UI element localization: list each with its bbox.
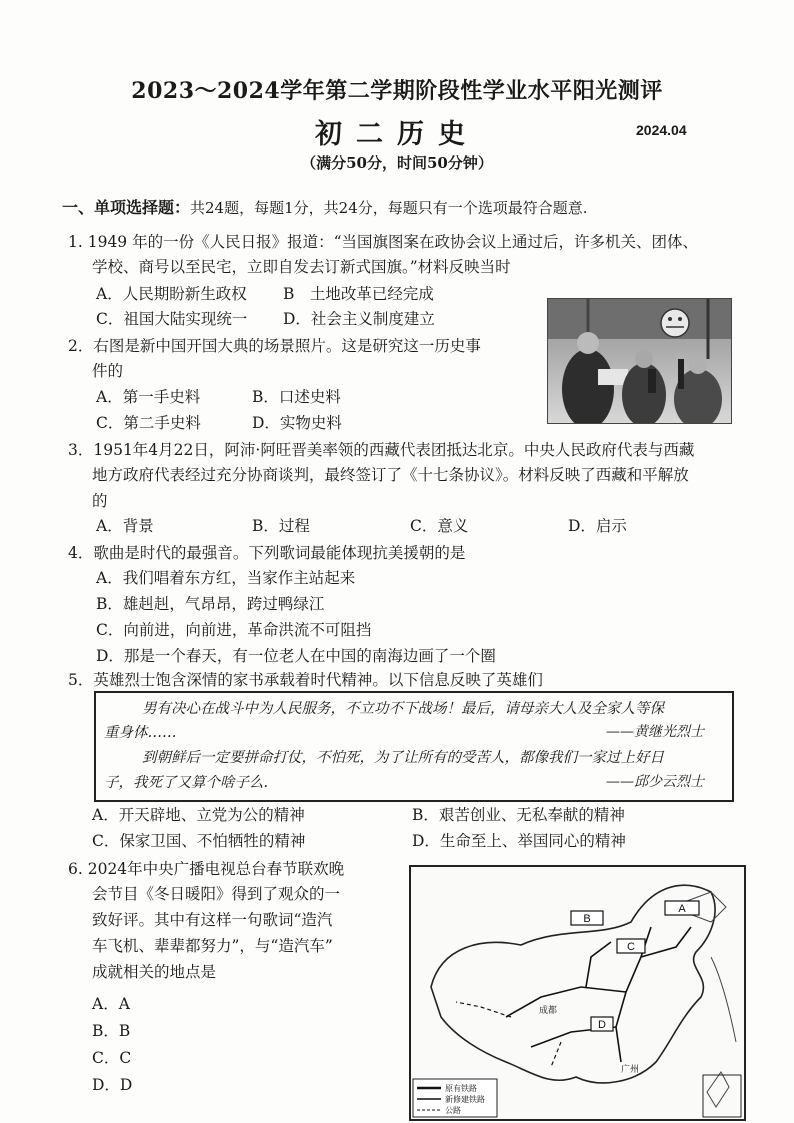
question-2-option-c[interactable]: C．第二手史料 — [96, 414, 201, 432]
founding-ceremony-photo — [547, 298, 732, 424]
question-3-option-d[interactable]: D．启示 — [568, 517, 627, 535]
question-5-line-1: 5．英雄烈士饱含深情的家书承载着时代精神。以下信息反映了英雄们 — [68, 671, 543, 689]
photo-image — [548, 299, 731, 423]
question-2-option-d[interactable]: D．实物史料 — [252, 414, 342, 432]
question-5-option-b[interactable]: B．艰苦创业、无私奉献的精神 — [412, 806, 625, 824]
map-label-chengdu: 成都 — [539, 1006, 558, 1016]
quote-signature-2: ——邱少云烈士 — [606, 774, 704, 790]
score-info: （满分50分，时间50分钟） — [301, 154, 493, 172]
question-6-line-5: 成就相关的地点是 — [92, 963, 217, 981]
exam-date: 2024.04 — [636, 122, 687, 138]
section-instructions: 共24题，每题1分，共24分，每题只有一个选项最符合题意. — [190, 199, 588, 217]
question-6-line-1: 6. 2024年中央广播电视总台春节联欢晚 — [68, 860, 345, 878]
question-2-option-a[interactable]: A．第一手史料 — [96, 388, 201, 406]
legend-road: 公路 — [445, 1106, 461, 1115]
question-3-line-1: 3．1951年4月22日，阿沛·阿旺晋美率领的西藏代表团抵达北京。中央人民政府代表与西藏 — [68, 441, 695, 459]
question-4-option-c[interactable]: C．向前进，向前进，革命洪流不可阻挡 — [96, 621, 372, 639]
south-sea-inset — [703, 1075, 741, 1117]
question-6-line-3: 致好评。其中有这样一句歌词“造汽 — [92, 911, 333, 929]
quote-line-1: 男有决心在战斗中为人民服务，不立功不下战场！最后，请母亲大人及全家人等保 — [142, 701, 664, 717]
question-6-option-b[interactable]: B．B — [92, 1022, 131, 1040]
question-2-line-1: 2．右图是新中国开国大典的场景照片。这是研究这一历史事 — [68, 337, 481, 355]
question-4-option-a[interactable]: A．我们唱着东方红，当家作主站起来 — [96, 569, 356, 587]
question-3-line-3: 的 — [92, 492, 108, 510]
quote-signature-1: ——黄继光烈士 — [606, 724, 704, 740]
subject-title: 初二历史 — [315, 119, 479, 150]
question-4-option-d[interactable]: D．那是一个春天，有一位老人在中国的南海边画了一个圈 — [96, 647, 496, 665]
question-3-option-c[interactable]: C．意义 — [410, 517, 469, 535]
question-1-option-a[interactable]: A．人民期盼新生政权 — [96, 285, 247, 303]
question-1-line-2: 学校、商号以至民宅，立即自发去订新式国旗。”材料反映当时 — [92, 258, 511, 276]
map-label-d: D — [598, 1019, 606, 1031]
legend-new-railway: 新修建铁路 — [445, 1095, 485, 1104]
question-1-line-1: 1. 1949 年的一份《人民日报》报道：“当国旗图案在政协会议上通过后，许多机关、团体、 — [68, 233, 699, 251]
question-6-option-a[interactable]: A．A — [92, 995, 130, 1013]
map-label-a: A — [678, 903, 686, 915]
question-6-option-d[interactable]: D．D — [92, 1076, 133, 1094]
question-6-line-4: 车飞机、辈辈都努力”，与“造汽车” — [92, 937, 333, 955]
map-drawing — [411, 867, 744, 1119]
question-1-option-c[interactable]: C．祖国大陆实现统一 — [96, 310, 248, 328]
question-1-option-d[interactable]: D．社会主义制度建立 — [283, 310, 435, 328]
question-5-option-d[interactable]: D．生命至上、举国同心的精神 — [412, 832, 626, 850]
question-6-line-2: 会节目《冬日暖阳》得到了观众的一 — [92, 885, 341, 903]
exam-title: 2023～2024学年第二学期阶段性学业水平阳光测评 — [131, 78, 663, 104]
map-label-guangzhou: 广州 — [621, 1065, 640, 1075]
section-heading — [62, 195, 588, 218]
question-3-option-b[interactable]: B．过程 — [252, 517, 310, 535]
legend-existing-railway: 原有铁路 — [445, 1084, 477, 1093]
question-4-line-1: 4．歌曲是时代的最强音。下列歌词最能体现抗美援朝的是 — [68, 544, 466, 562]
map-label-b: B — [583, 913, 591, 925]
quote-line-4: 子，我死了又算个啥子么. — [104, 775, 269, 791]
china-transport-map — [409, 865, 746, 1121]
question-5-option-a[interactable]: A．开天辟地、立党为公的精神 — [92, 806, 305, 824]
quote-line-3: 到朝鲜后一定要拼命打仗，不怕死，为了让所有的受苦人，都像我们一家过上好日 — [142, 750, 664, 766]
question-3-option-a[interactable]: A．背景 — [96, 517, 154, 535]
question-2-line-2: 件的 — [92, 362, 124, 380]
question-1-option-b[interactable]: B 土地改革已经完成 — [283, 285, 434, 303]
question-4-option-b[interactable]: B．雄赳赳，气昂昂，跨过鸭绿江 — [96, 595, 325, 613]
quote-line-2: 重身体…… — [104, 725, 177, 741]
letters-quote-box — [94, 691, 734, 802]
map-label-c: C — [627, 941, 635, 953]
question-5-option-c[interactable]: C．保家卫国、不怕牺牲的精神 — [92, 832, 306, 850]
question-3-line-2: 地方政府代表经过充分协商谈判，最终签订了《十七条协议》。材料反映了西藏和平解放 — [92, 466, 689, 484]
question-6-option-c[interactable]: C．C — [92, 1049, 132, 1067]
section-label: 一、单项选择题： — [62, 198, 191, 217]
question-2-option-b[interactable]: B．口述史料 — [252, 388, 341, 406]
